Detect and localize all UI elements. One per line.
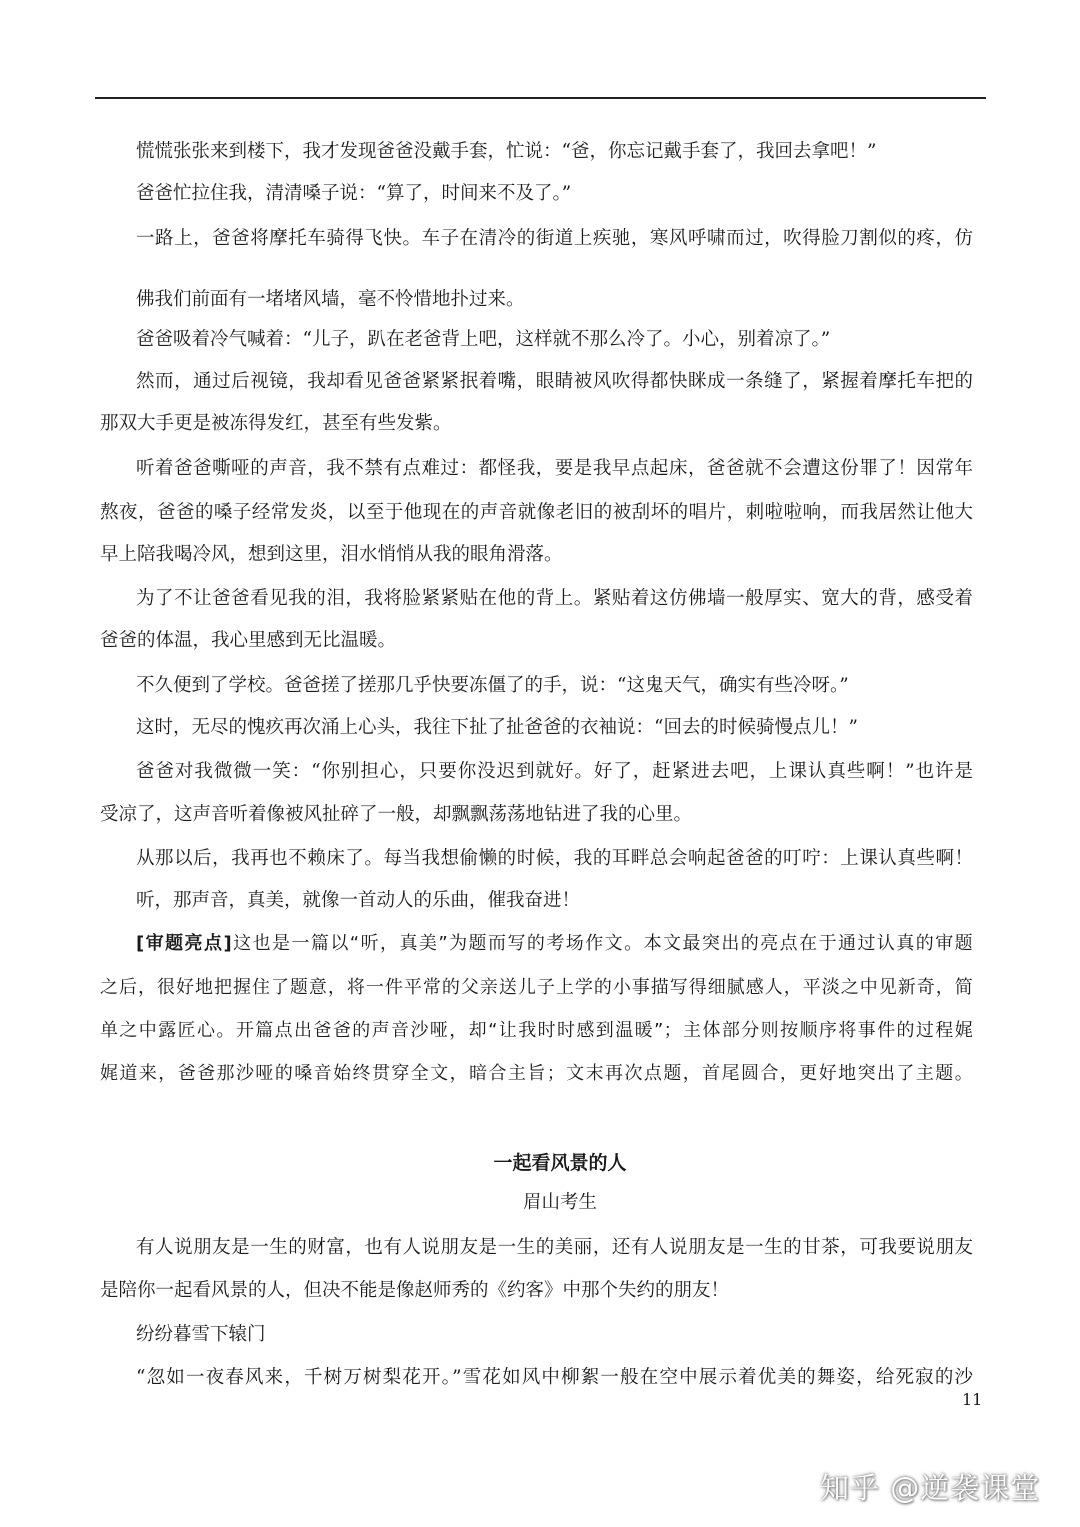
body-line: 为了不让爸爸看见我的泪，我将脸紧紧贴在他的背上。紧贴着这仿佛墙一般厚实、宽大的背，感受着 <box>136 588 973 609</box>
essay-line: 是陪你一起看风景的人，但决不能是像赵师秀的《约客》中那个失约的朋友！ <box>100 1280 730 1301</box>
body-line: 佛我们前面有一堵堵风墙，毫不怜惜地扑过来。 <box>136 289 525 310</box>
body-line: 这时，无尽的愧疚再次涌上心头，我往下扯了扯爸爸的衣袖说：“回去的时候骑慢点儿！” <box>136 717 858 738</box>
comment-line: 之后，很好地把握住了题意，将一件平常的父亲送儿子上学的小事描写得细腻感人，平淡之中见新奇，简 <box>100 977 973 998</box>
comment-text: 这也是一篇以“听，真美”为题而写的考场作文。本文最突出的亮点在于通过认真的审题 <box>231 933 973 954</box>
essay-line: 纷纷暮雪下辕门 <box>136 1324 266 1345</box>
body-line: 受凉了，这声音听着像被风扯碎了一般，却飘飘荡荡地钻进了我的心里。 <box>100 804 693 825</box>
body-line: 爸爸对我微微一笑：“你别担心，只要你没迟到就好。好了，赶紧进去吧，上课认真些啊！”也许是 <box>136 761 973 782</box>
body-line: 那双大手更是被冻得发红，甚至有些发紫。 <box>100 413 452 434</box>
body-line: 然而，通过后视镜，我却看见爸爸紧紧抿着嘴，眼睛被风吹得都快眯成一条缝了，紧握着摩托车把的 <box>136 371 973 392</box>
body-line: 一路上，爸爸将摩托车骑得飞快。车子在清冷的街道上疾驰，寒风呼啸而过，吹得脸刀割似的疼，仿 <box>136 228 973 249</box>
body-line: 爸爸忙拉住我，清清嗓子说：“算了，时间来不及了。” <box>136 183 572 204</box>
page-number: 11 <box>962 1390 983 1409</box>
watermark: 知乎 @逆袭课堂 <box>820 1471 1041 1505</box>
body-line: 慌慌张张来到楼下，我才发现爸爸没戴手套，忙说：“爸，你忘记戴手套了，我回去拿吧！” <box>136 141 877 162</box>
essay-title: 一起看风景的人 <box>493 1152 627 1174</box>
body-line: 爸爸吸着冷气喊着：“儿子，趴在老爸背上吧，这样就不那么冷了。小心，别着凉了。” <box>136 329 831 350</box>
comment-tag: [审题亮点] <box>136 933 232 954</box>
essay-line: 有人说朋友是一生的财富，也有人说朋友是一生的美丽，还有人说朋友是一生的甘茶，可我要说朋友 <box>136 1237 973 1258</box>
comment-line: 单之中露匠心。开篇点出爸爸的声音沙哑，却“让我时时感到温暖”；主体部分则按顺序将事件的过程娓 <box>100 1020 973 1041</box>
body-line: 爸爸的体温，我心里感到无比温暖。 <box>100 630 397 651</box>
comment-line <box>136 931 973 957</box>
comment-line: 娓道来，爸爸那沙哑的嗓音始终贯穿全文，暗合主旨；文末再次点题，首尾圆合，更好地突出了主题。 <box>100 1063 973 1084</box>
essay-author: 眉山考生 <box>522 1192 597 1213</box>
body-line: 熬夜，爸爸的嗓子经常发炎，以至于他现在的声音就像老旧的被刮坏的唱片，刺啦啦响，而我居然让他大 <box>100 502 973 523</box>
body-line: 从那以后，我再也不赖床了。每当我想偷懒的时候，我的耳畔总会响起爸爸的叮咛：上课认真些啊！ <box>136 848 973 869</box>
header-rule <box>95 97 986 99</box>
body-line: 不久便到了学校。爸爸搓了搓那几乎快要冻僵了的手，说：“这鬼天气，确实有些冷呀。” <box>136 675 849 696</box>
body-line: 听着爸爸嘶哑的声音，我不禁有点难过：都怪我，要是我早点起床，爸爸就不会遭这份罪了！因常年 <box>136 458 973 479</box>
body-line: 听，那声音，真美，就像一首动人的乐曲，催我奋进！ <box>136 890 581 911</box>
essay-line: “忽如一夜春风来，千树万树梨花开。”雪花如风中柳絮一般在空中展示着优美的舞姿，给死寂的沙 <box>136 1367 973 1388</box>
body-line: 早上陪我喝冷风，想到这里，泪水悄悄从我的眼角滑落。 <box>100 544 563 565</box>
